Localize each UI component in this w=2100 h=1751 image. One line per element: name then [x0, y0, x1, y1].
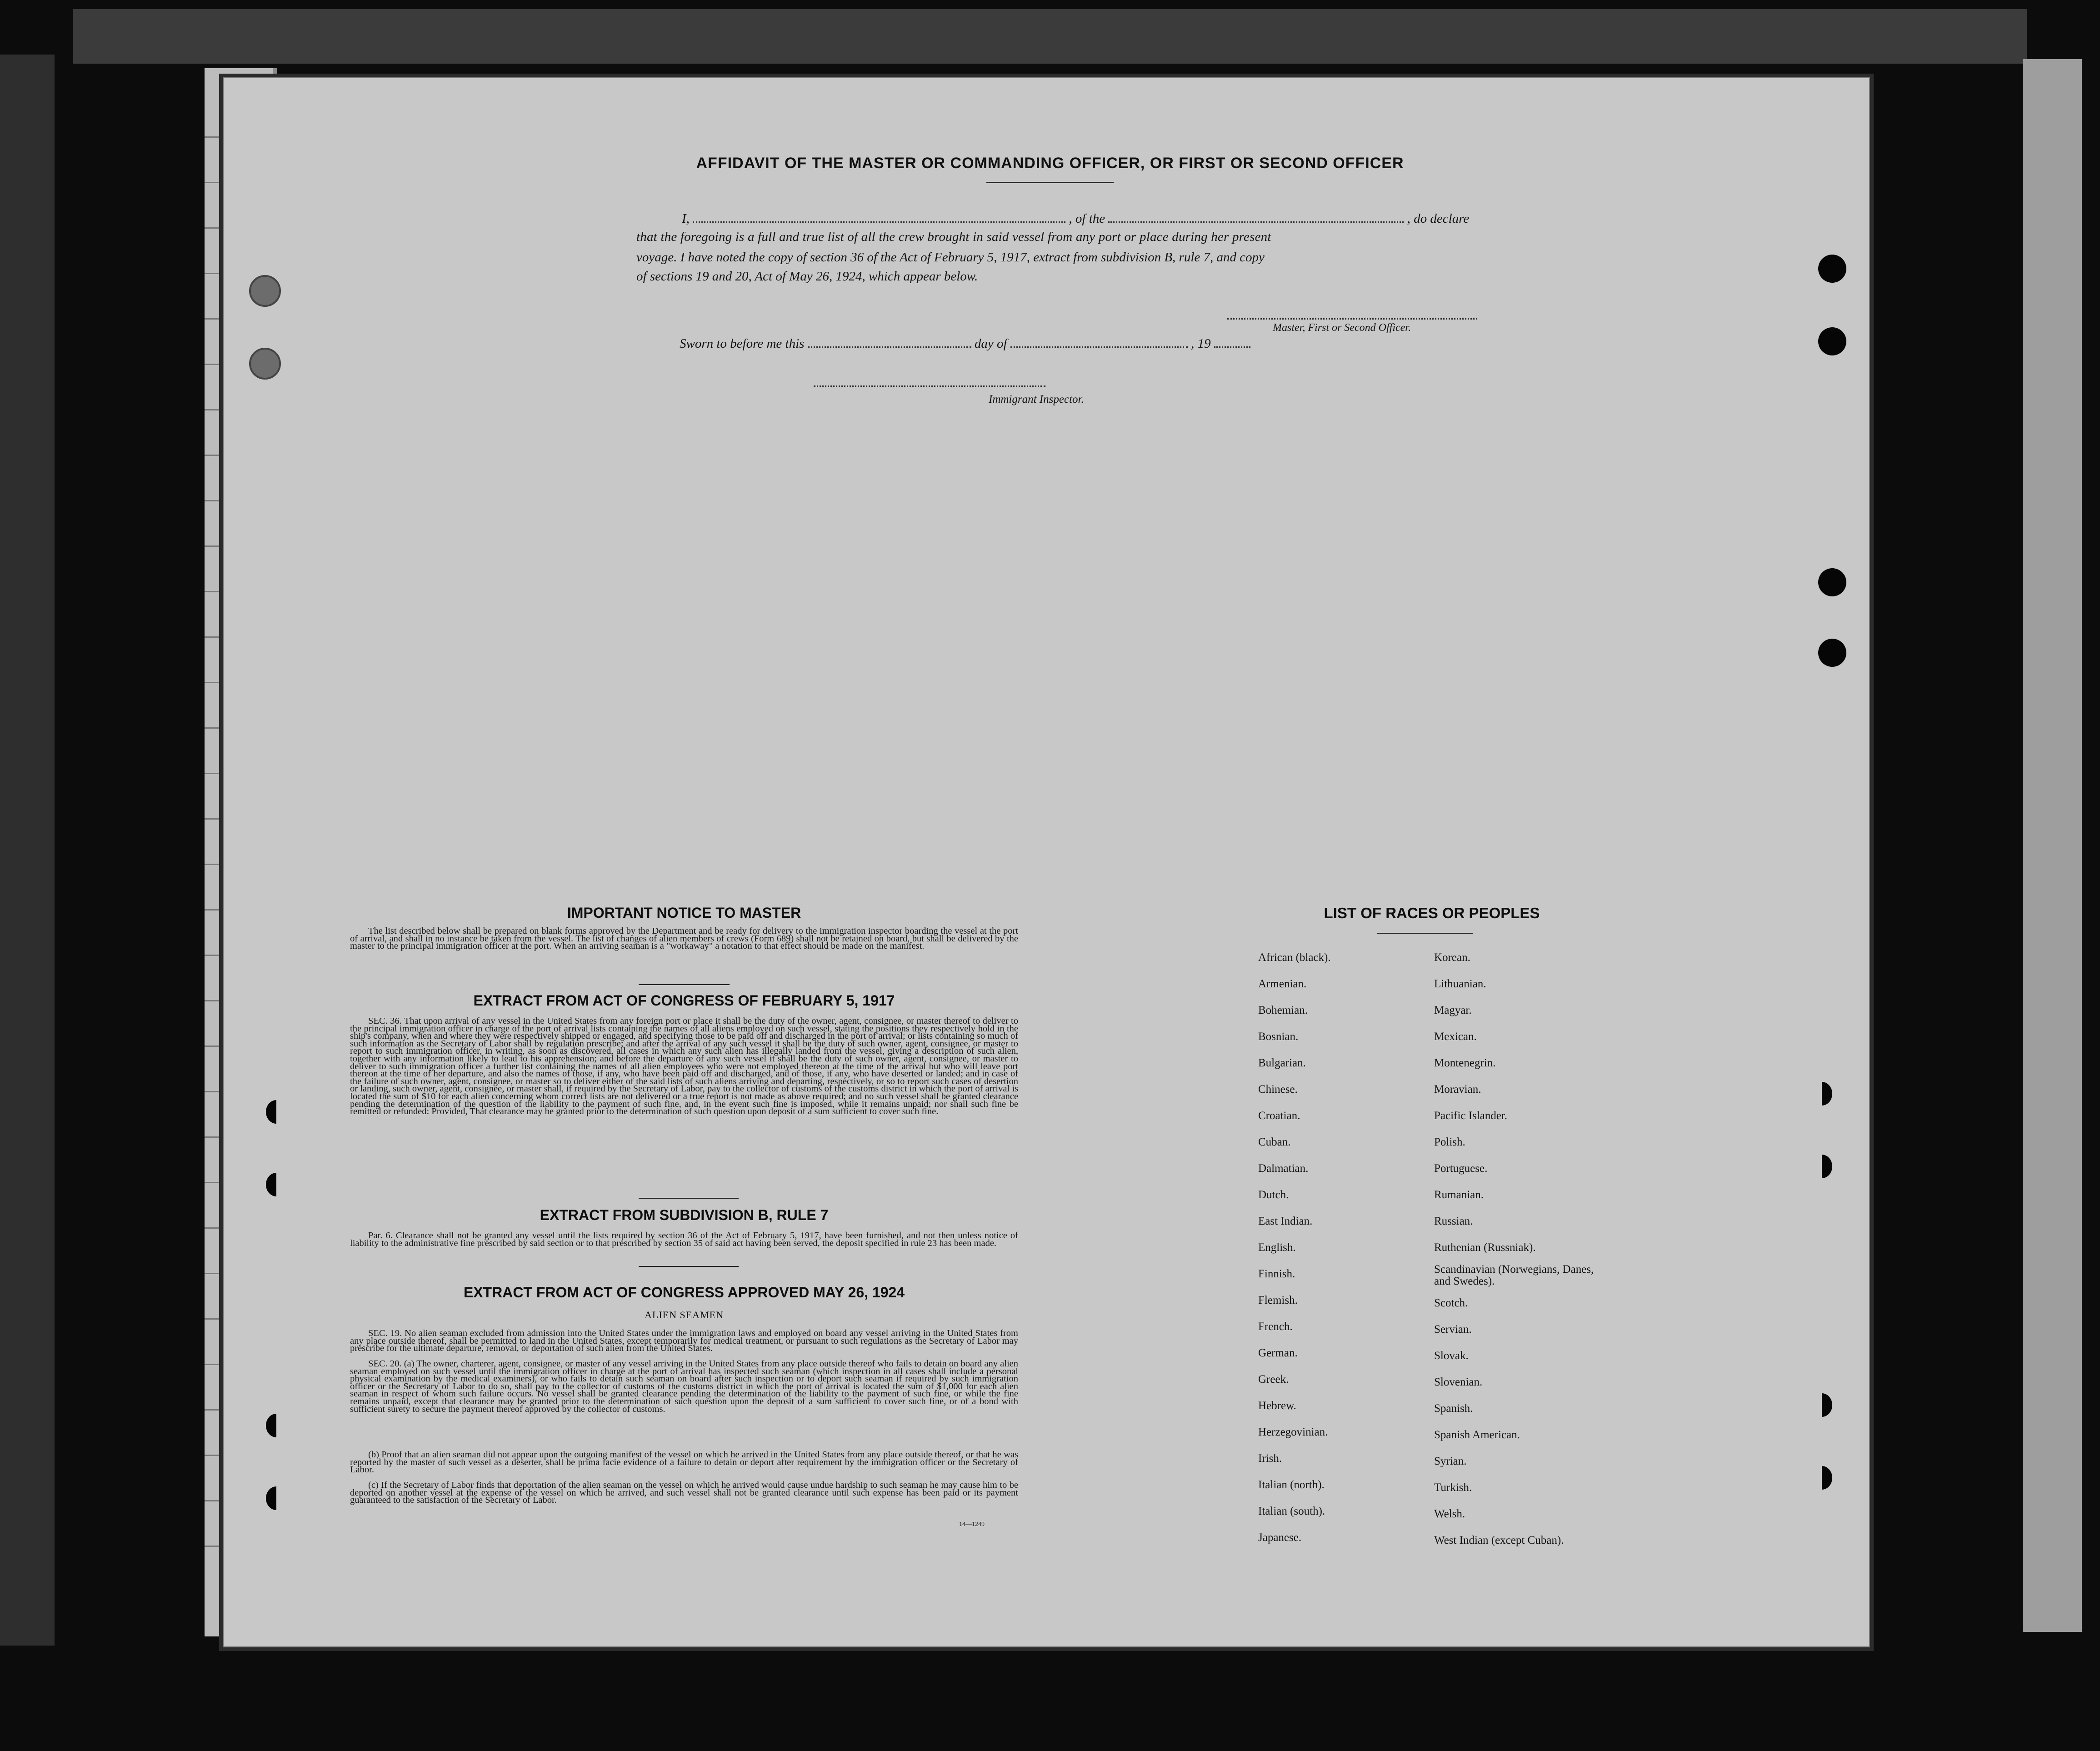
race-item: Bosnian. — [1258, 1031, 1299, 1043]
punch-hole — [266, 1486, 287, 1510]
sworn-year-field[interactable] — [1214, 346, 1250, 348]
punch-hole — [266, 1100, 287, 1124]
rule7-rule — [639, 1266, 739, 1267]
race-item: French. — [1258, 1321, 1293, 1333]
punch-hole — [1818, 639, 1846, 667]
race-item: Russian. — [1434, 1215, 1473, 1227]
of-the-label: , of the — [1069, 211, 1105, 226]
race-item: Dalmatian. — [1258, 1162, 1309, 1175]
races-title: LIST OF RACES OR PEOPLES — [1324, 905, 1540, 921]
race-item: Mexican. — [1434, 1031, 1477, 1043]
punch-hole — [266, 1173, 287, 1196]
race-item: Slovak. — [1434, 1350, 1469, 1362]
affidavit-line-3: voyage. I have noted the copy of section 36 of the Act of February 5, 1917, extract from subdivision B, rule 7, and copy — [636, 250, 1265, 265]
race-item: Spanish American. — [1434, 1429, 1520, 1441]
punch-hole — [249, 348, 281, 380]
race-item: Irish. — [1258, 1452, 1282, 1465]
race-item: Hebrew. — [1258, 1400, 1296, 1412]
scan-background-right — [2023, 59, 2082, 1632]
punch-hole — [1811, 1393, 1832, 1417]
affidavit-line-1 — [636, 211, 1509, 226]
race-item: Bohemian. — [1258, 1004, 1308, 1016]
master-caption: Master, First or Second Officer. — [1273, 322, 1411, 334]
i-label: I, — [682, 211, 690, 226]
punch-hole — [249, 275, 281, 307]
form-number: 14—1249 — [959, 1521, 985, 1528]
race-item: African (black). — [1258, 951, 1331, 964]
race-item: Portuguese. — [1434, 1162, 1488, 1175]
race-item: Scandinavian (Norwegians, Danes, and Swedes). — [1434, 1263, 1594, 1287]
day-of-label: day of — [974, 336, 1007, 351]
races-column-2 — [1434, 945, 1661, 1554]
race-item: Lithuanian. — [1434, 978, 1486, 990]
extract-1924-sec20b: (b) Proof that an alien seaman did not appear upon the outgoing manifest of the vessel on which he arrived in the United States from any place outside thereof, or that he was reported by the master of such vessel as a deserter, shall be prima facie evidence of a failure to detain or deport after requirement by the immigration officer or the Secretary of Labor. — [350, 1450, 1018, 1475]
race-item: English. — [1258, 1241, 1296, 1254]
affidavit-line-2: that the foregoing is a full and true list of all the crew brought in said vessel from any port or place during her present — [636, 230, 1271, 244]
year-label: , 19 — [1191, 336, 1211, 351]
inspector-signature-line[interactable] — [814, 385, 1045, 387]
sworn-day-field[interactable] — [808, 346, 971, 348]
race-item: Bulgarian. — [1258, 1057, 1306, 1069]
race-item: Croatian. — [1258, 1110, 1300, 1122]
race-item: Polish. — [1434, 1136, 1465, 1148]
extract-1917-title: EXTRACT FROM ACT OF CONGRESS OF FEBRUARY 5, 1917 — [473, 992, 895, 1009]
race-item: Servian. — [1434, 1323, 1472, 1336]
extract-1924-sec19: SEC. 19. No alien seaman excluded from admission into the United States under the immigration laws and employed on board any vessel arriving in the United States from any place outside thereof, shall be permitted to land in the United States, except temporarily for medical treatment, or pursuant to such regulations as the Secretary of Labor may prescribe for the ultimate departure, removal, or deportation of such alien from the United States. — [350, 1328, 1018, 1354]
race-item: Korean. — [1434, 951, 1470, 964]
notice-title: IMPORTANT NOTICE TO MASTER — [567, 905, 801, 921]
race-item: Japanese. — [1258, 1531, 1302, 1544]
race-item: Flemish. — [1258, 1294, 1298, 1306]
extract-1924-subtitle: ALIEN SEAMEN — [645, 1309, 724, 1321]
race-item: Dutch. — [1258, 1189, 1289, 1201]
race-item: Turkish. — [1434, 1481, 1472, 1494]
sworn-month-field[interactable] — [1010, 346, 1188, 348]
race-item: Greek. — [1258, 1373, 1289, 1386]
race-item: Herzegovinian. — [1258, 1426, 1328, 1438]
punch-hole — [1811, 1466, 1832, 1490]
inspector-caption: Immigrant Inspector. — [989, 393, 1084, 405]
race-item: Italian (south). — [1258, 1505, 1325, 1517]
punch-hole — [1811, 1082, 1832, 1106]
vessel-name-field[interactable] — [1108, 221, 1404, 223]
race-item: Finnish. — [1258, 1268, 1295, 1280]
race-item: Armenian. — [1258, 978, 1307, 990]
race-item: German. — [1258, 1347, 1298, 1359]
do-declare-label: , do declare — [1407, 211, 1470, 226]
sworn-label: Sworn to before me this — [680, 336, 805, 351]
extract-1924-sec20c: (c) If the Secretary of Labor finds that deportation of the alien seaman on the vessel on which he arrived would cause undue hardship to such seaman he may cause him to be deported on another vessel at the expense of the vessel on which he arrived, and such vessel shall not be granted clearance until such expense has been paid or its payment guaranteed to the satisfaction of the Secretary of Labor. — [350, 1480, 1018, 1506]
master-signature-line[interactable] — [1227, 318, 1477, 320]
race-item: Spanish. — [1434, 1402, 1473, 1415]
race-item: Montenegrin. — [1434, 1057, 1496, 1069]
scan-background-top — [73, 9, 2027, 64]
officer-name-field[interactable] — [693, 221, 1065, 223]
race-item: Cuban. — [1258, 1136, 1291, 1148]
punch-hole — [266, 1414, 287, 1437]
races-column-1 — [1258, 945, 1417, 1551]
extract-1917-rule — [639, 1198, 739, 1199]
extract-1917-text: SEC. 36. That upon arrival of any vessel in the United States from any foreign port or place it shall be the duty of the owner, agent, consignee, or master thereof to deliver to the principal immigration officer in charge of the port of arrival lists containing the names of all aliens employed on such vessel, stating the positions they respectively hold in the ship's company, when and where they were respectively shipped or engaged, and specifying those to be paid off and discharged in the port of arrival; or lists containing so much of such information as the Secretary of Labor shall by regulation prescribe; and after the arrival of any such vessel it shall be the duty of such owner, agent, consignee, or master to report to such immigration officer, in writing, as soon as discovered, all cases in which any such alien has illegally landed from the vessel, giving a description of such alien, together with any information likely to lead to his apprehension; and before the departure of any such vessel it shall be the duty of such owner, agent, consignee, or master to deliver to such immigration officer a further list containing the names of all alien employees who were not employed thereon at the time of the arrival but who will leave port thereon at the time of her departure, and also the names of those, if any, who have been paid off and discharged, and of those, if any, who have deserted or landed; and in case of the failure of such owner, agent, consignee, or master so to deliver either of the said lists of such aliens arriving and departing, respectively, or so to report such cases of desertion or landing, such owner, agent, consignee, or master shall, if required by the Secretary of Labor, pay to the collector of customs of the customs district in which the port of arrival is located the sum of $10 for each alien concerning whom correct lists are not delivered or a true report is not made as above required; and no such vessel shall be granted clearance pending the determination of the question of the liability to the payment of such fine, and, in the event such fine is imposed, while it remains unpaid; nor shall such fine be remitted or refunded: Provided, That clearance may be granted prior to the determination of such question upon deposit of a sum sufficient to cover such fine. — [350, 1016, 1018, 1117]
notice-text: The list described below shall be prepared on blank forms approved by the Department and be ready for delivery to the immigration inspector boarding the vessel at the port of arrival, and shall in no instance be taken from the vessel. The list of changes of alien members of crews (Form 689) shall not be retained on board, but shall be delivered by the master to the principal immigration officer at the port. When an arriving seaman is a "workaway" a notation to that effect should be made on the manifest. — [350, 926, 1018, 951]
race-item: Rumanian. — [1434, 1189, 1484, 1201]
race-item: Welsh. — [1434, 1508, 1465, 1520]
notice-rule — [639, 984, 730, 985]
punch-hole — [1818, 255, 1846, 283]
punch-hole — [1818, 568, 1846, 596]
race-item: Scotch. — [1434, 1297, 1468, 1309]
affidavit-title: AFFIDAVIT OF THE MASTER OR COMMANDING OFFICER, OR FIRST OR SECOND OFFICER — [696, 155, 1404, 172]
race-item: Pacific Islander. — [1434, 1110, 1508, 1122]
scan-background-left — [0, 55, 55, 1646]
race-item: Italian (north). — [1258, 1479, 1325, 1491]
race-item: Chinese. — [1258, 1083, 1298, 1096]
rule7-text: Par. 6. Clearance shall not be granted any vessel until the lists required by section 36 of the Act of February 5, 1917, have been furnished, and not then unless notice of liability to the administrative fine prescribed by said section or to that prescribed by section 35 of said act having been served, the deposit specified in rule 23 has been made. — [350, 1231, 1018, 1248]
sworn-line — [680, 336, 1250, 351]
affidavit-title-rule — [986, 182, 1114, 183]
race-item: Ruthenian (Russniak). — [1434, 1241, 1536, 1254]
punch-hole — [1811, 1155, 1832, 1178]
rule7-title: EXTRACT FROM SUBDIVISION B, RULE 7 — [540, 1207, 829, 1223]
race-item: Slovenian. — [1434, 1376, 1483, 1388]
race-item: West Indian (except Cuban). — [1434, 1534, 1564, 1546]
affidavit-line-4: of sections 19 and 20, Act of May 26, 1924, which appear below. — [636, 269, 978, 284]
extract-1924-sec20a: SEC. 20. (a) The owner, charterer, agent, consignee, or master of any vessel arriving in the United States from any place outside thereof who fails to detain on board any alien seaman employed on such vessel until the immigration officer in charge at the port of arrival has inspected such seaman (which inspection in all cases shall include a personal physical examination by the medical examiners), or who fails to detain such seaman on board after such inspection or to deport such seaman if required by such immigration officer or the Secretary of Labor to do so, shall pay to the collector of customs of the customs district in which the port of arrival is located the sum of $1,000 for each alien seaman in respect of whom such failure occurs. No vessel shall be granted clearance pending the determination of the liability to the payment of such fine, or while the fine remains unpaid, except that clearance may be granted prior to the determination of such question upon the deposit of a sum sufficient to cover such fine, or of a bond with sufficient surety to secure the payment thereof approved by the collector of customs. — [350, 1359, 1018, 1414]
extract-1924-title: EXTRACT FROM ACT OF CONGRESS APPROVED MAY 26, 1924 — [463, 1284, 905, 1301]
race-item: Syrian. — [1434, 1455, 1467, 1467]
punch-hole — [1818, 327, 1846, 355]
races-title-rule — [1377, 933, 1473, 934]
race-item: Moravian. — [1434, 1083, 1481, 1096]
race-item: East Indian. — [1258, 1215, 1313, 1227]
race-item: Magyar. — [1434, 1004, 1472, 1016]
